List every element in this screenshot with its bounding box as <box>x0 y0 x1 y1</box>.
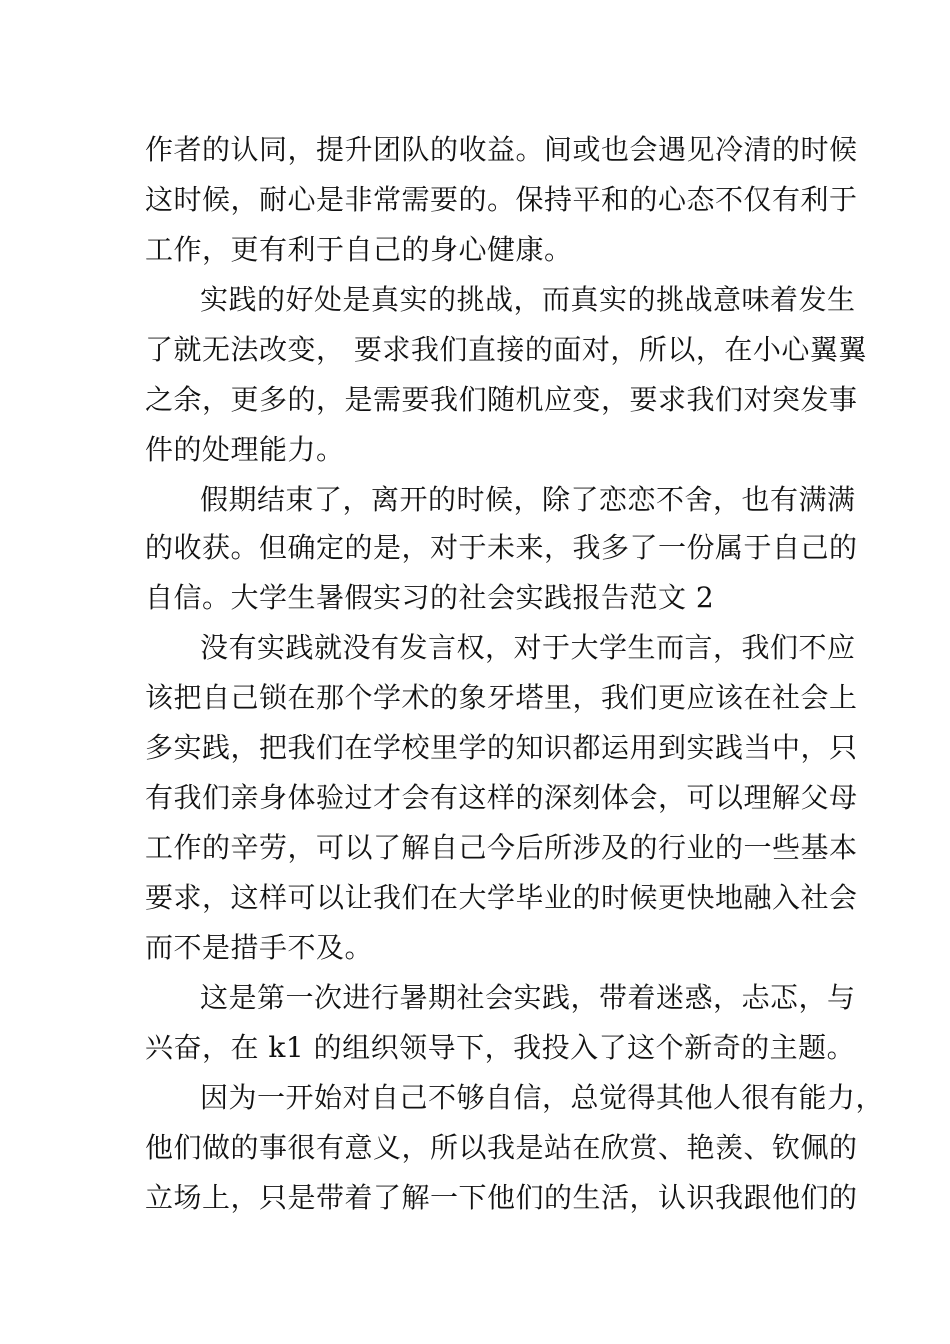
text-line: 立场上，只是带着了解一下他们的生活，认识我跟他们的 <box>145 1181 858 1214</box>
text-line: 之余，更多的，是需要我们随机应变，要求我们对突发事 <box>145 383 858 416</box>
text-line: 要求，这样可以让我们在大学毕业的时候更快地融入社会 <box>145 881 858 914</box>
text-line: 兴奋，在 k1 的组织领导下，我投入了这个新奇的主题。 <box>145 1031 856 1064</box>
paragraph-start-line: 这是第一次进行暑期社会实践，带着迷惑，忐忑，与 <box>200 981 856 1014</box>
paragraph-start-line: 没有实践就没有发言权，对于大学生而言，我们不应 <box>200 631 856 664</box>
text-line: 件的处理能力。 <box>145 433 345 466</box>
text-line: 多实践，把我们在学校里学的知识都运用到实践当中，只 <box>145 731 858 764</box>
text-line: 有我们亲身体验过才会有这样的深刻体会，可以理解父母 <box>145 781 858 814</box>
text-line: 工作的辛劳，可以了解自己今后所涉及的行业的一些基本 <box>145 831 858 864</box>
text-line: 他们做的事很有意义，所以我是站在欣赏、艳羡、钦佩的 <box>145 1131 858 1164</box>
text-line: 了就无法改变， 要求我们直接的面对，所以，在小心翼翼 <box>145 333 867 366</box>
paragraph-start-line: 假期结束了，离开的时候，除了恋恋不舍，也有满满 <box>200 483 856 516</box>
text-line: 自信。大学生暑假实习的社会实践报告范文 2 <box>145 581 715 614</box>
paragraph-start-line: 实践的好处是真实的挑战，而真实的挑战意味着发生 <box>200 283 856 316</box>
text-line: 作者的认同，提升团队的收益。间或也会遇见冷清的时候 <box>145 133 858 166</box>
text-line: 工作，更有利于自己的身心健康。 <box>145 233 573 266</box>
text-line: 而不是措手不及。 <box>145 931 374 964</box>
paragraph-start-line: 因为一开始对自己不够自信，总觉得其他人很有能力， <box>200 1081 885 1114</box>
text-line: 该把自己锁在那个学术的象牙塔里，我们更应该在社会上 <box>145 681 858 714</box>
text-line: 的收获。但确定的是，对于未来，我多了一份属于自己的 <box>145 531 858 564</box>
text-line: 这时候，耐心是非常需要的。保持平和的心态不仅有利于 <box>145 183 858 216</box>
